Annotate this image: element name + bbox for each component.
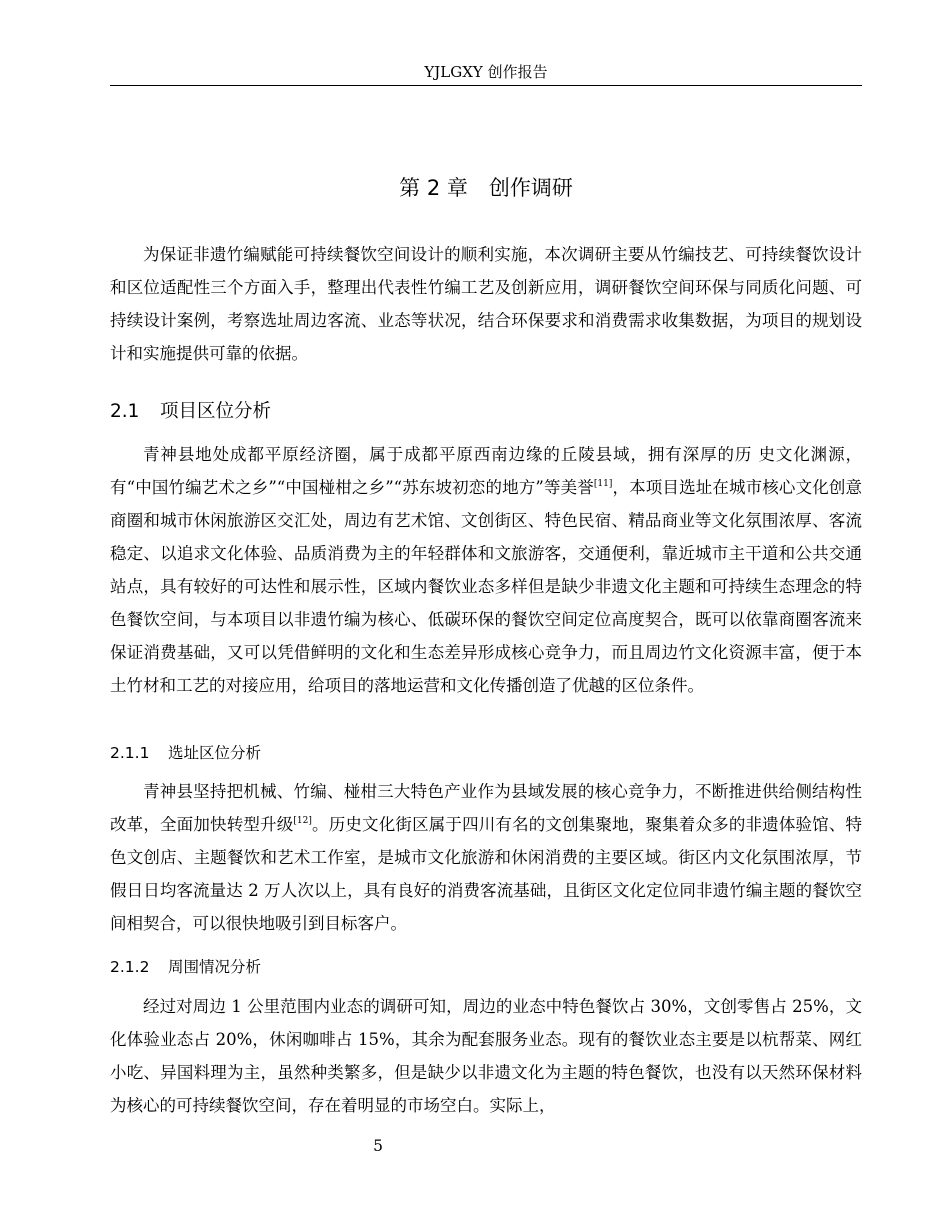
section-title: 项目区位分析 [160,401,272,422]
intro-paragraph: 为保证非遗竹编赋能可持续餐饮空间设计的顺利实施，本次调研主要从竹编技艺、可持续餐饮设计和区位适配性三个方面入手，整理出代表性竹编工艺及创新应用，调研餐饮空间环保与同质化问题、可持续设计案例，考察选址周边客流、业态等状况，结合环保要求和消费需求收集数据，为项目的规划设计和实施提供可靠的依据。 [110,245,862,363]
paragraph-text: 青神县地处成都平原经济圈，属于成都平原西南边缘的丘陵县域，拥有深厚的历 史文化渊源，有“中国竹编艺术之乡”“中国椪柑之乡”“苏东坡初恋的地方”等美誉 [110,445,862,497]
section-2-1-1-paragraph [110,775,862,940]
paragraph-text: ，本项目选址在城市核心文化创意商圈和城市休闲旅游区交汇处，周边有艺术馆、文创街区、特色民宿、精品商业等文化氛围浓厚、客流稳定、以追求文化体验、品质消费为主的年轻群体和文旅游客，交通便利，靠近城市主干道和公共交通站点，具有较好的可达性和展示性，区域内餐饮业态多样但是缺少非遗文化主题和可持续生态理念的特色餐饮空间，与本项目以非遗竹编为核心、低碳环保的餐饮空间定位高度契合，既可以依靠商圈客流来保证消费基础，又可以凭借鲜明的文化和生态差异形成核心竞争力，而且周边竹文化资源丰富，便于本土竹材和工艺的对接应用，给项目的落地运营和文化传播创造了优越的区位条件。 [110,478,862,695]
page-number: 5 [373,1137,383,1155]
citation: [12] [293,816,312,826]
section-2-1-2-paragraph: 经过对周边 1 公里范围内业态的调研可知，周边的业态中特色餐饮占 30%，文创零售占 25%，文化体验业态占 20%，休闲咖啡占 15%，其余为配套服务业态。现有的餐饮业态主要是以杭帮菜、网红小吃、异国料理为主，虽然种类繁多，但是缺少以非遗文化为主题的特色餐饮，也没有以天然环保材料为核心的可持续餐饮空间，存在着明显的市场空白。实际上， [110,997,862,1115]
chapter-title: 第 2 章 创作调研 [399,176,573,200]
running-header: YJLGXY 创作报告 [424,63,548,81]
section-number: 2.1 [110,401,140,422]
section-number: 2.1.2 [110,958,150,976]
section-heading-2-1 [110,398,862,426]
section-heading-2-1-2 [110,955,862,979]
section-title: 周围情况分析 [168,958,262,976]
section-heading-2-1-1 [110,741,862,765]
citation: [11] [593,479,613,489]
section-2-1-paragraph [110,438,862,702]
section-title: 选址区位分析 [168,744,262,762]
section-number: 2.1.1 [110,744,150,762]
paragraph-text: 。历史文化街区属于四川有名的文创集聚地，聚集着众多的非遗体验馆、特色文创店、主题餐饮和艺术工作室，是城市文化旅游和休闲消费的主要区域。街区内文化氛围浓厚，节假日日均客流量达 2 万人次以上，具有良好的消费客流基础，且街区文化定位同非遗竹编主题的餐饮空间相契合，可以很快地吸引到目标客户。 [110,815,863,933]
header-rule [110,85,862,86]
paragraph-text: 青神县坚持把机械、竹编、椪柑三大特色产业作为县域发展的核心竞争力，不断推进供给侧结构性改革，全面加快转型升级 [110,782,862,834]
